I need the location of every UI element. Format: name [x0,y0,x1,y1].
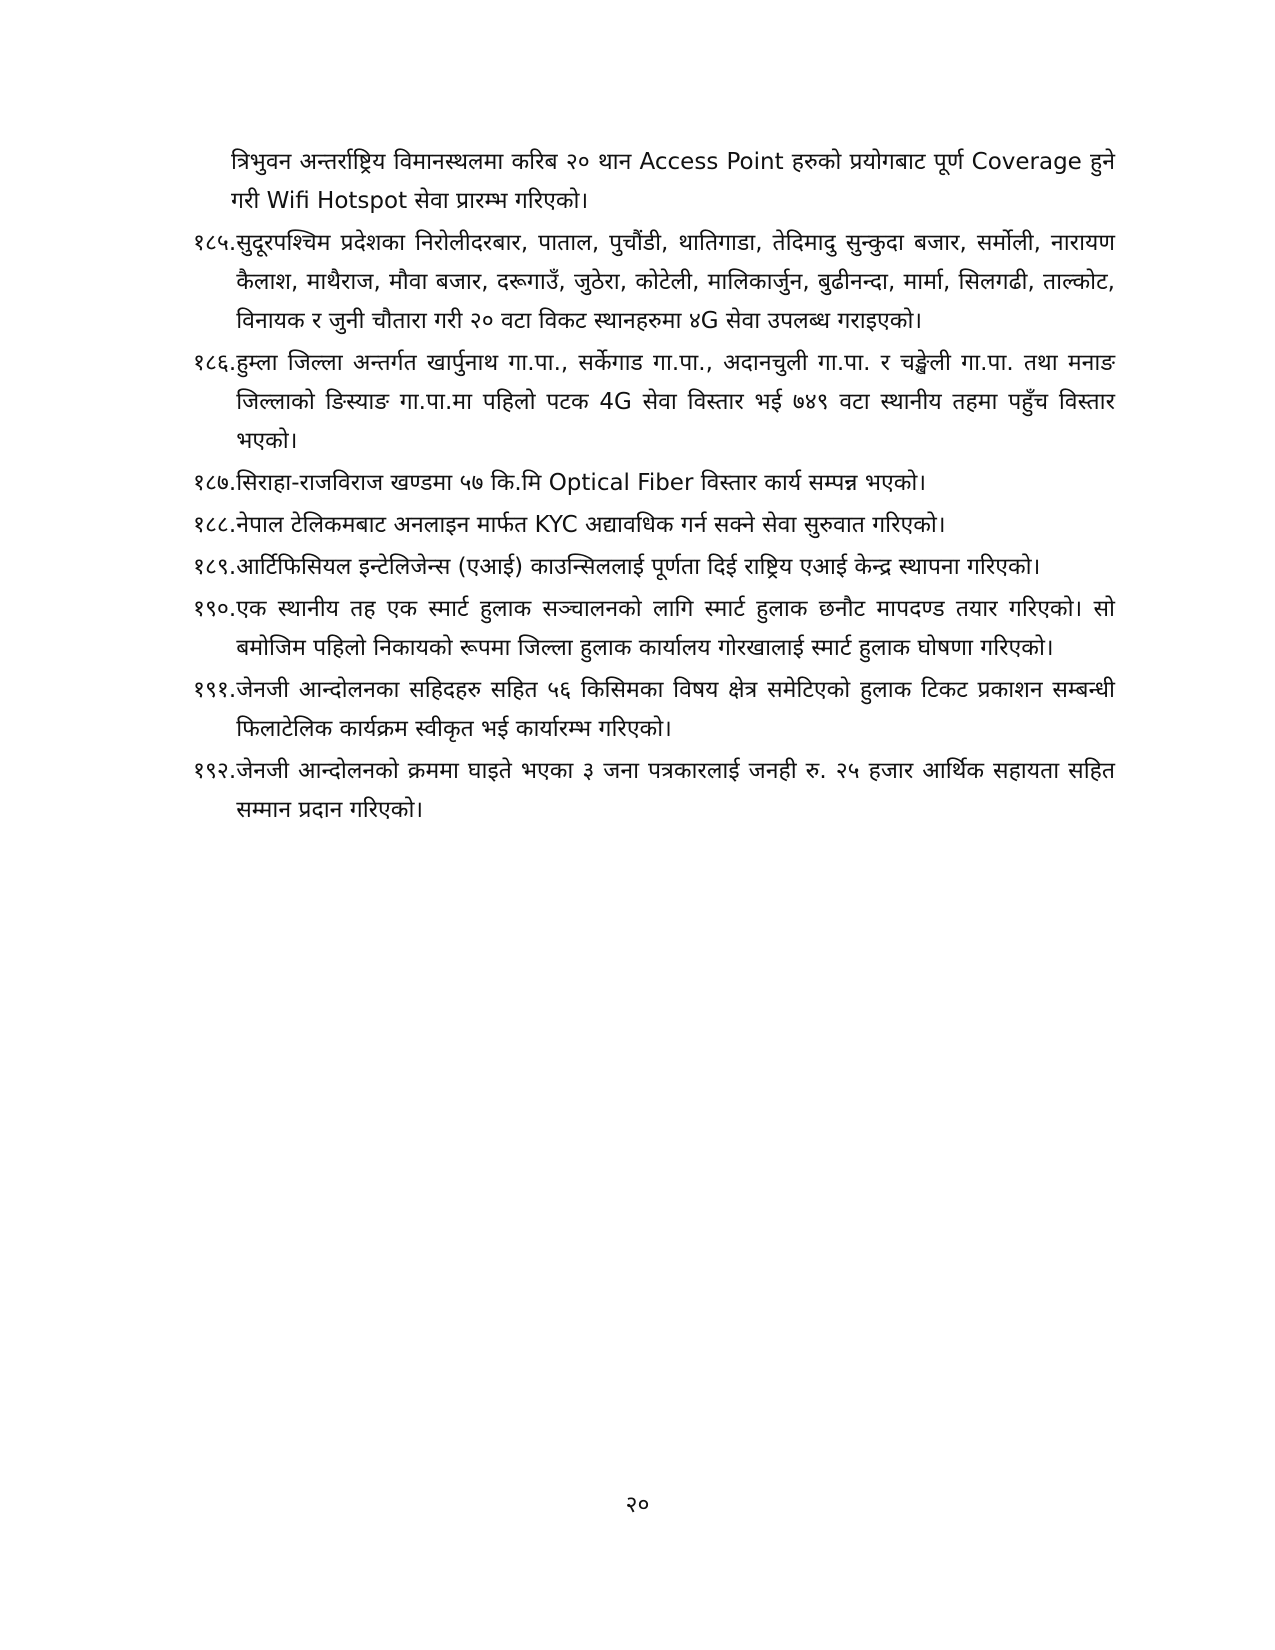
list-item [193,671,1115,749]
continued-paragraph: त्रिभुवन अन्तर्राष्ट्रिय विमानस्थलमा करिब २० थान Access Point हरुको प्रयोगबाट पूर्ण Coverage हुने गरी Wifi Hotspot सेवा प्रारम्भ गरिएको। [231,149,1115,214]
item-text: एक स्थानीय तह एक स्मार्ट हुलाक सञ्चालनको लागि स्मार्ट हुलाक छनौट मापदण्ड तयार गरिएको। सो बमोजिम पहिलो निकायको रूपमा जिल्ला हुलाक कार्यालय गोरखालाई स्मार्ट हुलाक घोषणा गरिएको। [236,596,1115,661]
list-item [193,590,1115,668]
list-item [193,506,1115,545]
item-text: जेनजी आन्दोलनका सहिदहरु सहित ५६ किसिमका विषय क्षेत्र समेटिएको हुलाक टिकट प्रकाशन सम्बन्धी फिलाटेलिक कार्यक्रम स्वीकृत भई कार्यारम्भ गरिएको। [236,677,1115,742]
item-text: जेनजी आन्दोलनको क्रममा घाइते भएका ३ जना पत्रकारलाई जनही रु. २५ हजार आर्थिक सहायता सहित सम्मान प्रदान गरिएको। [236,758,1115,823]
document-body [193,143,1115,833]
list-item [193,344,1115,461]
list-item [193,752,1115,830]
item-text: सिराहा-राजविराज खण्डमा ५७ कि.मि Optical Fiber विस्तार कार्य सम्पन्न भएको। [236,470,927,496]
item-number: १८५. [193,230,237,256]
item-number: १९१. [193,677,237,703]
item-text: सुदूरपश्चिम प्रदेशका निरोलीदरबार, पाताल, पुचौंडी, थातिगाडा, तेदिमादु सुन्कुदा बजार, सर्मोली, नारायण कैलाश, माथैराज, मौवा बजार, दरूगाउँ, जुठेरा, कोटेली, मालिकार्जुन, बुढीनन्दा, मार्मा, सिलगढी, ताल्कोट, विनायक र जुनी चौतारा गरी २० वटा विकट स्थानहरुमा ४G सेवा उपलब्ध गराइएको। [236,230,1115,334]
item-text: हुम्ला जिल्ला अन्तर्गत खार्पुनाथ गा.पा., सर्केगाड गा.पा., अदानचुली गा.पा. र चङ्खेली गा.पा. तथा मनाङ जिल्लाको ङिस्याङ गा.पा.मा पहिलो पटक 4G सेवा विस्तार भई ७४९ वटा स्थानीय तहमा पहुँच विस्तार भएको। [236,350,1115,454]
item-text: नेपाल टेलिकमबाट अनलाइन मार्फत KYC अद्यावधिक गर्न सक्ने सेवा सुरुवात गरिएको। [236,512,946,538]
item-number: १८६. [193,350,237,376]
list-item [193,548,1115,587]
item-number: १८७. [193,470,237,496]
page-number: २० [625,1492,650,1518]
item-number: १८८. [193,512,237,538]
item-number: १९२. [193,758,237,784]
item-number: १८९. [193,554,237,580]
item-text: आर्टिफिसियल इन्टेलिजेन्स (एआई) काउन्सिललाई पूर्णता दिई राष्ट्रिय एआई केन्द्र स्थापना गरिएको। [236,554,1041,580]
item-number: १९०. [193,596,237,622]
list-item [193,464,1115,503]
list-item [193,224,1115,341]
